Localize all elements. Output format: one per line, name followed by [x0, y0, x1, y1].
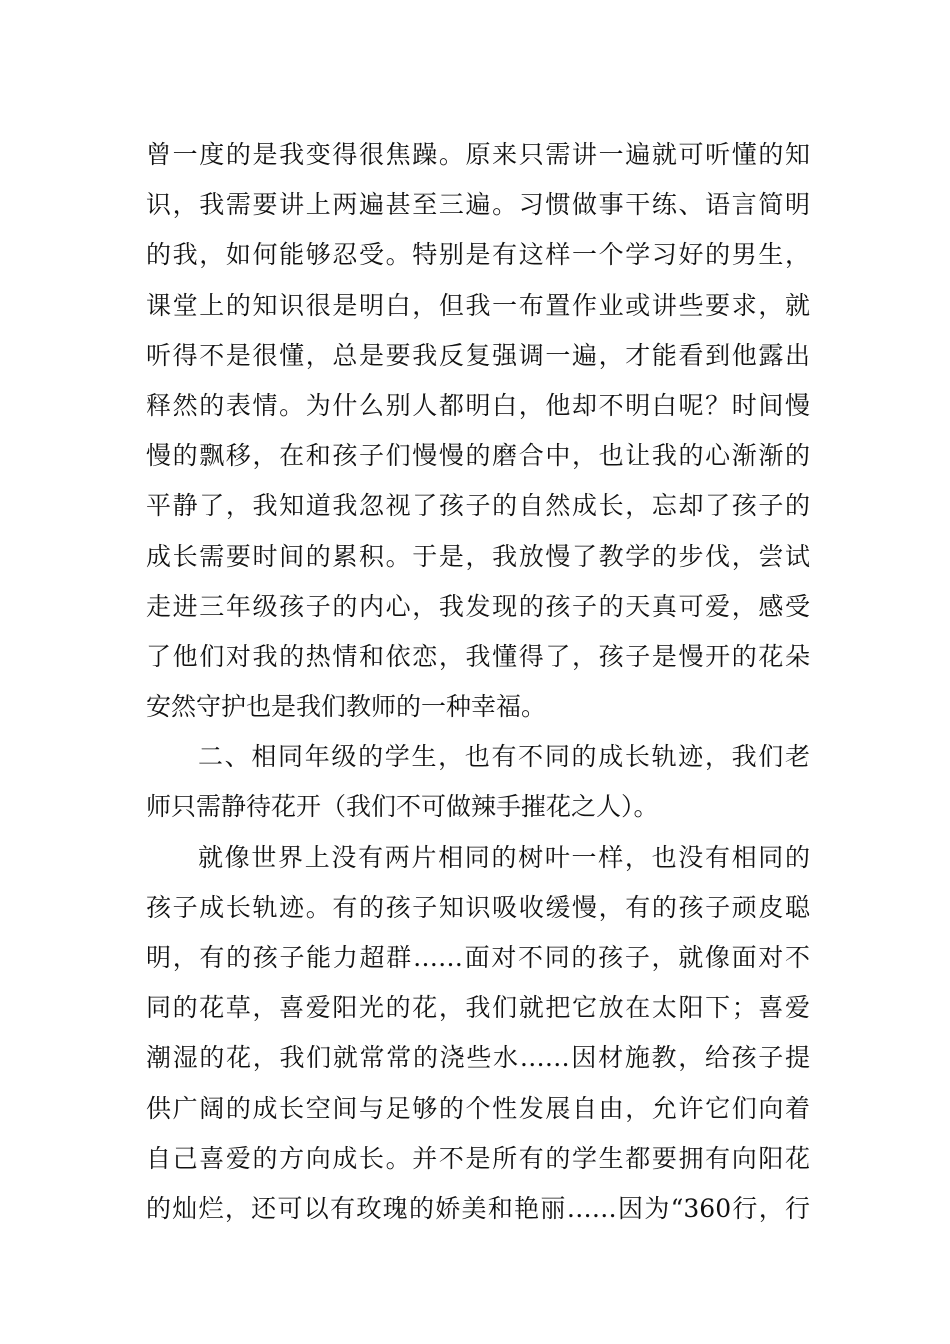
- text-line-2: 识，我需要讲上两遍甚至三遍。习惯做事干练、语言简明: [146, 190, 810, 220]
- body-text: [146, 130, 810, 1234]
- text-line-12: 安然守护也是我们教师的一种幸福。: [146, 692, 547, 722]
- text-line-16: 孩子成长轨迹。有的孩子知识吸收缓慢，有的孩子顽皮聪: [146, 892, 810, 922]
- section-heading-line-1: 二、相同年级的学生，也有不同的成长轨迹，我们老: [198, 742, 810, 772]
- text-line-5: 听得不是很懂，总是要我反复强调一遍，才能看到他露出: [146, 340, 810, 370]
- text-line-19: 潮湿的花，我们就常常的浇些水……因材施教，给孩子提: [146, 1043, 810, 1073]
- text-line-1: 曾一度的是我变得很焦躁。原来只需讲一遍就可听懂的知: [146, 140, 810, 169]
- text-line-8: 平静了，我知道我忽视了孩子的自然成长，忘却了孩子的: [146, 491, 810, 521]
- text-line-7: 慢的飘移，在和孩子们慢慢的磨合中，也让我的心渐渐的: [146, 441, 810, 471]
- text-line-3: 的我，如何能够忍受。特别是有这样一个学习好的男生，: [146, 240, 810, 270]
- text-line-21: 自己喜爱的方向成长。并不是所有的学生都要拥有向阳花: [146, 1143, 810, 1173]
- section-heading-line-2: 师只需静待花开（我们不可做辣手摧花之人）。: [146, 792, 659, 822]
- text-line-17: 明，有的孩子能力超群……面对不同的孩子，就像面对不: [146, 943, 810, 972]
- text-line-4: 课堂上的知识很是明白，但我一布置作业或讲些要求，就: [146, 290, 810, 320]
- text-line-11: 了他们对我的热情和依恋，我懂得了，孩子是慢开的花朵: [146, 641, 810, 671]
- text-line-9: 成长需要时间的累积。于是，我放慢了教学的步伐，尝试: [146, 541, 810, 571]
- text-line-10: 走进三年级孩子的内心，我发现的孩子的天真可爱，感受: [146, 591, 810, 621]
- text-line-6: 释然的表情。为什么别人都明白，他却不明白呢？时间慢: [146, 390, 810, 420]
- text-line-20: 供广阔的成长空间与足够的个性发展自由，允许它们向着: [146, 1093, 810, 1123]
- text-line-22: 的灿烂，还可以有玫瑰的娇美和艳丽……因为“360行，行: [146, 1193, 810, 1223]
- text-line-18: 同的花草，喜爱阳光的花，我们就把它放在太阳下；喜爱: [146, 993, 810, 1023]
- text-line-15: 就像世界上没有两片相同的树叶一样，也没有相同的: [198, 842, 810, 872]
